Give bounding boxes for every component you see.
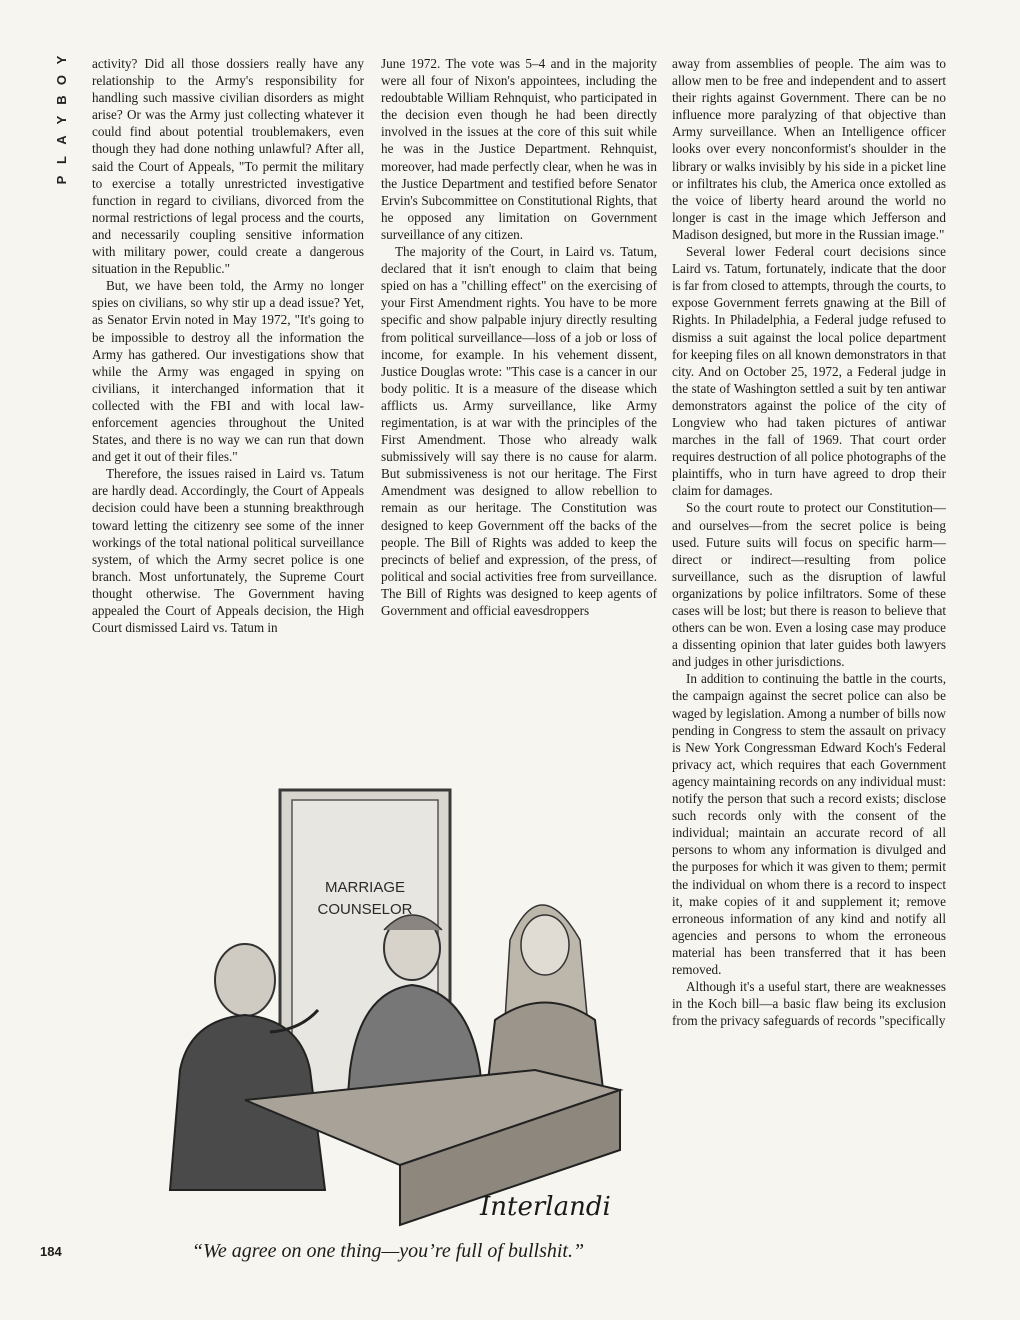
door-sign-line2: COUNSELOR — [317, 901, 413, 918]
door-sign-line1: MARRIAGE — [324, 879, 406, 896]
masthead-letter: P — [54, 175, 69, 185]
text-column-3 — [672, 55, 946, 1029]
paragraph: Although it's a useful start, there are weaknesses in the Koch bill—a basic flaw being its exclusion from the privacy safeguards of records "specifically — [672, 979, 946, 1029]
artist-signature: Interlandi — [480, 1192, 611, 1222]
paragraph: June 1972. The vote was 5–4 and in the majority were all four of Nixon's appointees, including the redoubtable William Rehnquist, who participated in the decision even though he had been directly involved in the issues at the core of this suit while he was in the Justice Department. Rehnquist, moreover, had made perfectly clear, when he was in the Justice Department and testified before Senator Ervin's Subcommittee on Constitutional Rights, that he opposed any limitation on Government surveillance of any citizen. — [381, 56, 657, 242]
cartoon-caption: “We agree on one thing—you’re full of bullshit.” — [191, 1240, 585, 1262]
paragraph: activity? Did all those dossiers really have any relationship to the Army's responsibility for handling such massive civilian disorders as might arise? Or was the Army just collecting whatever it could find about potential troublemakers, even though they had done nothing unlawful? After all, said the Court of Appeals, "To permit the military to exercise a totally unrestricted investigative function in regard to civilians, divorced from the normal restrictions of legal process and the courts, and necessarily coupling sensitive information with military power, could create a dangerous situation in the Republic." — [92, 56, 364, 277]
paragraph: away from assemblies of people. The aim was to allow men to be free and independent and to assert their rights against Government. There can be no influence more paralyzing of that objective than Army surveillance. When an Intelligence officer looks over every nonconformist's shoulder in the library or walks invisibly by his side in a picket line or infiltrates his club, the America once extolled as the voice of liberty heard around the world no longer is cast in the image which Jefferson and Madison designed, but more in the Russian image." — [672, 56, 946, 242]
masthead-letter: Y — [54, 55, 69, 65]
paragraph: The majority of the Court, in Laird vs. Tatum, declared that it isn't enough to claim that being spied on has a "chilling effect" on the exercising of your First Amendment rights. You have to be more specific and show palpable injury directly resulting from political surveillance—loss of a job or loss of income, for example. In his vehement dissent, Justice Douglas wrote: "This case is a cancer in our body politic. It is a measure of the disease which afflicts us. Army surveillance, like Army regimentation, is at war with the principles of the First Amendment. Those who already walk submissively will say there is no cause for alarm. But submissiveness is not our heritage. The First Amendment was designed to allow rebellion to remain as our heritage. The Constitution was designed to keep Government off the backs of the people. The Bill of Rights was added to keep the precincts of belief and expression, of the press, of political and social activities free from surveillance. The Bill of Rights was designed to keep agents of Government and official eavesdroppers — [381, 244, 657, 618]
masthead-letter: O — [54, 74, 69, 86]
cartoon-illustration — [150, 770, 635, 1230]
masthead-letter: Y — [54, 115, 69, 125]
masthead-letter: A — [54, 135, 69, 145]
masthead-letter: B — [54, 95, 69, 105]
masthead — [50, 50, 74, 190]
paragraph: In addition to continuing the battle in the courts, the campaign against the secret police can also be waged by legislation. Among a number of bills now pending in Congress to stem the assault on privacy is New York Congressman Edward Koch's Federal privacy act, which requires that each Government agency maintaining records on any individual must: notify the person that such a record exists; disclose such records only with the consent of the individual; maintain an accurate record of all persons to whom any information is divulged and the purposes for which it was given to them; permit the individual on whom there is a record to inspect it, make copies of it and supplement it; remove erroneous information of any kind and notify all agencies and persons to whom the erroneous material has been transferred that it has been removed. — [672, 671, 946, 977]
paragraph: Therefore, the issues raised in Laird vs. Tatum are hardly dead. Accordingly, the Court of Appeals decision could have been a stunning breakthrough toward letting the citizenry see some of the inner workings of the total national political surveillance system, of which the Army secret police is one branch. Most unfortunately, the Supreme Court thought otherwise. The Government having appealed the Court of Appeals decision, the High Court dismissed Laird vs. Tatum in — [92, 466, 364, 636]
paragraph: But, we have been told, the Army no longer spies on civilians, so why stir up a dead issue? Yet, as Senator Ervin noted in May 1972, "It's going to be impossible to destroy all the information the Army has gathered. Our investigations show that while the Army was engaged in spying on civilians, it interchanged information that it collected with the FBI and with local law-enforcement agencies throughout the United States, and there is no way we can run that down and get it out of their files." — [92, 278, 364, 465]
text-column-2 — [381, 55, 657, 619]
text-column-1 — [92, 55, 364, 636]
page-number: 184 — [40, 1244, 62, 1259]
paragraph: Several lower Federal court decisions since Laird vs. Tatum, fortunately, indicate that the door is far from closed to attempts, through the courts, to expose Government ferrets gnawing at the Bill of Rights. In Philadelphia, a Federal judge refused to dismiss a suit against the local police department for keeping files on all known demonstrators in that city. And on October 25, 1972, a Federal judge in the state of Washington settled a suit by ten antiwar demonstrators against the police of the city of Longview who had taken pictures of antiwar marches in the fall of 1969. That court order requires destruction of all police photographs of the plaintiffs, who in turn have agreed to drop their claim for damages. — [672, 244, 946, 499]
paragraph: So the court route to protect our Constitution—and ourselves—from the secret police is being used. Future suits will focus on specific harm—direct or indirect—resulting from police surveillance, such as the disruption of lawful organizations by police infiltrators. Some of these cases will be lost; but there is reason to believe that others can be won. Even a losing case may produce a dissenting opinion that later guides both lawyers and judges in other jurisdictions. — [672, 500, 946, 670]
masthead-letter: L — [54, 156, 69, 164]
